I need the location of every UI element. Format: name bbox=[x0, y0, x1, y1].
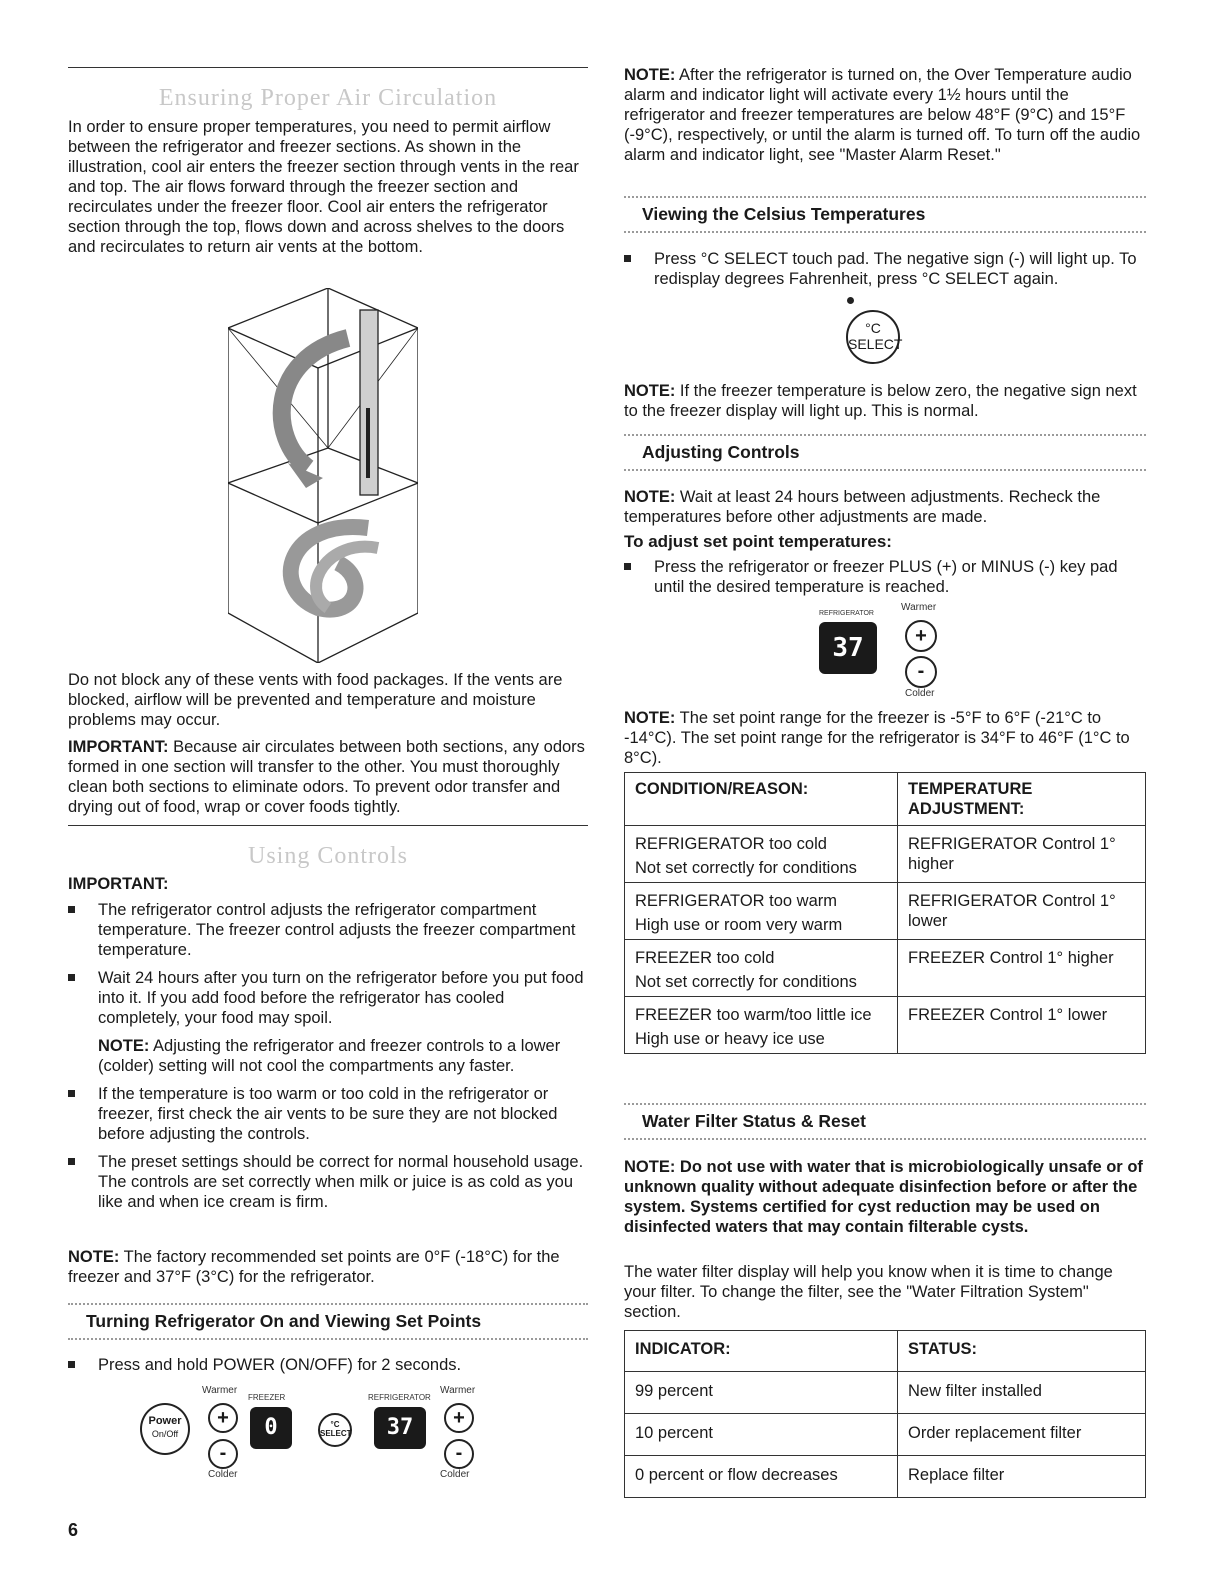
refrigerator-label: REFRIGERATOR bbox=[368, 1393, 431, 1402]
warmer-label: Warmer bbox=[440, 1385, 476, 1396]
c-label: °C bbox=[865, 320, 881, 336]
condition-cell bbox=[625, 940, 898, 997]
note-colder bbox=[68, 1036, 588, 1076]
table-row bbox=[625, 1372, 1146, 1414]
reason-text: High use or room very warm bbox=[635, 916, 843, 934]
section-title-air-circulation: Ensuring Proper Air Circulation bbox=[158, 85, 498, 111]
reason-text: Not set correctly for conditions bbox=[635, 973, 857, 991]
subsection-title: Adjusting Controls bbox=[642, 442, 800, 462]
adjustment-cell: FREEZER Control 1° higher bbox=[898, 940, 1146, 997]
onoff-label: On/Off bbox=[151, 1429, 179, 1439]
note-over-temperature bbox=[624, 65, 1144, 165]
freezer-display: 0 bbox=[250, 1407, 292, 1449]
refrigerator-display: 37 bbox=[374, 1407, 426, 1449]
reason-text: High use or heavy ice use bbox=[635, 1030, 825, 1048]
condition-text: FREEZER too cold bbox=[635, 949, 775, 967]
header-condition: CONDITION/REASON: bbox=[625, 773, 898, 826]
condition-cell bbox=[625, 883, 898, 940]
subsection-celsius bbox=[624, 196, 1146, 233]
table-row bbox=[625, 883, 1146, 940]
note-text: After the refrigerator is turned on, the Over Temperature audio alarm and indicator light will activate every 1½ hours until the refrigerator and freezer temperatures are below 48°F (9°C) and 15°F (-9°C), respectively, or until the alarm is turned off. To turn off the audio alarm and indicator light, see "Master Alarm Reset." bbox=[624, 66, 1141, 164]
freezer-plus-button[interactable]: + bbox=[208, 1403, 238, 1433]
warmer-label: Warmer bbox=[901, 602, 937, 613]
celsius-select-button[interactable] bbox=[846, 310, 903, 364]
indicator-dot bbox=[847, 297, 854, 304]
table-row bbox=[625, 997, 1146, 1054]
refrigerator-plus-button[interactable]: + bbox=[444, 1403, 474, 1433]
note-label: NOTE: bbox=[68, 1248, 120, 1266]
colder-label: Colder bbox=[208, 1469, 238, 1480]
list-item: Press and hold POWER (ON/OFF) for 2 seconds. bbox=[68, 1355, 588, 1375]
header-indicator: INDICATOR: bbox=[625, 1331, 898, 1372]
note-label: NOTE: bbox=[624, 382, 676, 400]
freezer-label: FREEZER bbox=[248, 1393, 286, 1402]
indicator-cell: 99 percent bbox=[625, 1372, 898, 1414]
section-rule bbox=[68, 67, 588, 68]
table-row bbox=[625, 826, 1146, 883]
important-label: IMPORTANT: bbox=[68, 738, 169, 756]
note-factory-setpoints bbox=[68, 1247, 588, 1287]
adjustment-table bbox=[624, 772, 1146, 1054]
condition-cell bbox=[625, 826, 898, 883]
list-item: Press the refrigerator or freezer PLUS (+) or MINUS (-) key pad until the desired temperature is reached. bbox=[624, 557, 1144, 597]
note-label: NOTE: bbox=[624, 488, 676, 506]
power-button[interactable] bbox=[140, 1403, 190, 1455]
section-rule bbox=[68, 825, 588, 826]
list-item: Wait 24 hours after you turn on the refrigerator before you put food into it. If you add food before the refrigerator has cooled completely, your food may spoil. bbox=[68, 968, 588, 1028]
colder-label: Colder bbox=[905, 688, 935, 699]
subsection-title: Viewing the Celsius Temperatures bbox=[642, 204, 926, 224]
note-negative-sign bbox=[624, 381, 1144, 421]
refrigerator-label: REFRIGERATOR bbox=[819, 610, 874, 617]
list-item: The refrigerator control adjusts the refrigerator compartment temperature. The freezer control adjusts the freezer compartment temperature. bbox=[68, 900, 588, 960]
note-text: Wait at least 24 hours between adjustments. Recheck the temperatures before other adjustments are made. bbox=[624, 488, 1101, 526]
adjustment-cell: REFRIGERATOR Control 1° lower bbox=[898, 883, 1146, 940]
note-text: The set point range for the freezer is -5°F to 6°F (-21°C to -14°C). The set point range for the refrigerator is 34°F to 46°F (1°C to 8°C). bbox=[624, 709, 1130, 767]
reason-text: Not set correctly for conditions bbox=[635, 859, 857, 877]
subsection-title: Turning Refrigerator On and Viewing Set Points bbox=[86, 1311, 482, 1331]
c-label: °C bbox=[330, 1420, 340, 1429]
celsius-select-button[interactable] bbox=[318, 1413, 352, 1447]
note-text: Adjusting the refrigerator and freezer controls to a lower (colder) setting will not cool the compartments any faster. bbox=[98, 1037, 561, 1075]
condition-text: REFRIGERATOR too warm bbox=[635, 892, 838, 910]
indicator-cell: 10 percent bbox=[625, 1414, 898, 1456]
table-row bbox=[625, 940, 1146, 997]
freezer-minus-button[interactable]: - bbox=[208, 1439, 238, 1469]
status-cell: Replace filter bbox=[898, 1456, 1146, 1498]
note-label: NOTE: bbox=[624, 709, 676, 727]
note-setpoint-range bbox=[624, 708, 1146, 768]
condition-cell bbox=[625, 997, 898, 1054]
list-item: The preset settings should be correct for normal household usage. The controls are set correctly when milk or juice is as cold as you like and when ice cream is firm. bbox=[68, 1152, 588, 1212]
warmer-label: Warmer bbox=[202, 1385, 238, 1396]
table-row bbox=[625, 1456, 1146, 1498]
important-text: Because air circulates between both sections, any odors formed in one section will transfer to the other. You must thoroughly clean both sections to eliminate odors. To prevent odor transfer and drying out of food, wrap or cover foods tightly. bbox=[68, 738, 585, 816]
paragraph-water-filter: The water filter display will help you know when it is time to change your filter. To change the filter, see the "Water Filtration System" section. bbox=[624, 1263, 1113, 1321]
condition-text: FREEZER too warm/too little ice bbox=[635, 1006, 872, 1024]
refrigerator-minus-button[interactable]: - bbox=[905, 656, 937, 688]
adjustment-cell: FREEZER Control 1° lower bbox=[898, 997, 1146, 1054]
subsection-turning-on bbox=[68, 1303, 588, 1340]
air-circulation-illustration bbox=[228, 288, 418, 663]
select-label: SELECT bbox=[848, 336, 903, 352]
list-item: If the temperature is too warm or too cold in the refrigerator or freezer, first check the air vents to be sure they are not blocked before adjusting the controls. bbox=[68, 1084, 588, 1144]
note-label: NOTE: bbox=[624, 66, 676, 84]
list-item: Press °C SELECT touch pad. The negative sign (-) will light up. To redisplay degrees Fahrenheit, press °C SELECT again. bbox=[624, 249, 1144, 289]
important-heading: IMPORTANT: bbox=[68, 875, 169, 893]
bullet-list-controls bbox=[68, 900, 588, 1212]
colder-label: Colder bbox=[440, 1469, 470, 1480]
filter-status-table bbox=[624, 1330, 1146, 1498]
refrigerator-panel-illustration bbox=[819, 602, 959, 702]
status-cell: New filter installed bbox=[898, 1372, 1146, 1414]
adjustment-cell: REFRIGERATOR Control 1° higher bbox=[898, 826, 1146, 883]
paragraph-important-odors bbox=[68, 737, 588, 817]
section-title-using-controls: Using Controls bbox=[247, 843, 408, 869]
paragraph-do-not-block: Do not block any of these vents with food packages. If the vents are blocked, airflow will be prevented and temperature and moisture problems may occur. bbox=[68, 671, 563, 729]
subsection-adjusting-controls bbox=[624, 434, 1146, 471]
setpoint-heading: To adjust set point temperatures: bbox=[624, 532, 892, 551]
header-adjustment: TEMPERATURE ADJUSTMENT: bbox=[898, 773, 1146, 826]
subsection-title: Water Filter Status & Reset bbox=[642, 1111, 866, 1131]
header-status: STATUS: bbox=[898, 1331, 1146, 1372]
page-number: 6 bbox=[68, 1520, 79, 1540]
indicator-cell: 0 percent or flow decreases bbox=[625, 1456, 898, 1498]
refrigerator-display: 37 bbox=[819, 622, 877, 674]
note-wait-24h bbox=[624, 487, 1144, 527]
note-text: The factory recommended set points are 0°F (-18°C) for the freezer and 37°F (3°C) for the refrigerator. bbox=[68, 1248, 560, 1286]
paragraph-air-circulation: In order to ensure proper temperatures, you need to permit airflow between the refrigerator and freezer sections. As shown in the illustration, cool air enters the freezer section through vents in the rear and top. The air flows forward through the freezer section and recirculates under the freezer floor. Cool air enters the refrigerator section through the top, flows down and across shelves to the doors and recirculates to return air vents at the bottom. bbox=[68, 118, 579, 256]
power-label: Power bbox=[148, 1415, 182, 1427]
status-cell: Order replacement filter bbox=[898, 1414, 1146, 1456]
condition-text: REFRIGERATOR too cold bbox=[635, 835, 827, 853]
refrigerator-plus-button[interactable]: + bbox=[905, 620, 937, 652]
select-label: SELECT bbox=[320, 1429, 352, 1438]
note-label: NOTE: bbox=[98, 1037, 150, 1055]
table-row bbox=[625, 1414, 1146, 1456]
control-panel-illustration bbox=[140, 1385, 610, 1480]
table-header-row bbox=[625, 773, 1146, 826]
note-text: If the freezer temperature is below zero, the negative sign next to the freezer display will light up. This is normal. bbox=[624, 382, 1137, 420]
subsection-water-filter bbox=[624, 1103, 1146, 1140]
warning-note: NOTE: Do not use with water that is microbiologically unsafe or of unknown quality without adequate disinfection before or after the system. Systems certified for cyst reduction may be used on disinfected waters that may contain filterable cysts. bbox=[624, 1158, 1143, 1236]
table-header-row bbox=[625, 1331, 1146, 1372]
refrigerator-minus-button[interactable]: - bbox=[444, 1439, 474, 1469]
